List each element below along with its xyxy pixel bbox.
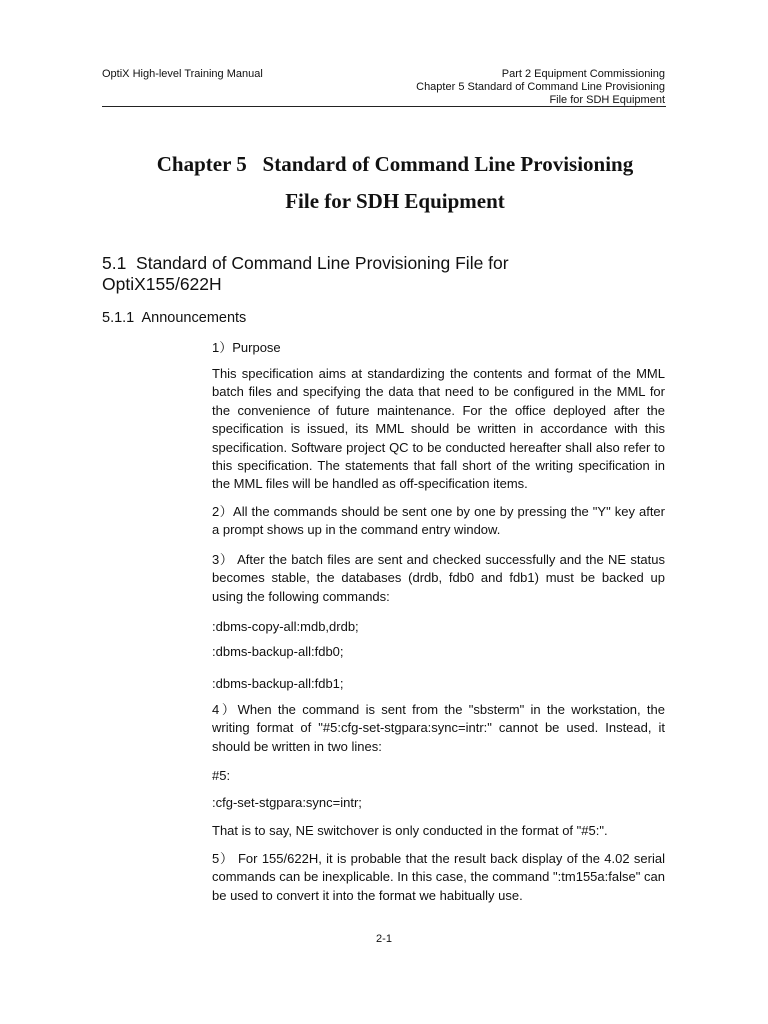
item4-paragraph <box>212 701 665 756</box>
item4-text: 4）When the command is sent from the "sbsterm" in the workstation, the writing format of "#5:cfg-set-stgpara:sync=intr:" cannot be used. Instead, it should be written in two lines: <box>212 702 665 754</box>
subsection-heading: 5.1.1 Announcements <box>102 310 247 326</box>
item2-text: 2）All the commands should be sent one by one by pressing the "Y" key after a prompt shows up in the command entry window. <box>212 504 665 538</box>
item4-note <box>212 822 665 840</box>
section-heading-line1: 5.1 Standard of Command Line Provisioning File for <box>102 253 509 273</box>
header-chapter-info <box>416 68 665 107</box>
header-chapter-label-cont: File for SDH Equipment <box>549 94 665 106</box>
item4-line2 <box>212 794 665 812</box>
purpose-heading: 1）Purpose <box>212 340 281 355</box>
item4-line1 <box>212 767 665 785</box>
command-2 <box>212 643 665 661</box>
item3-text: 3） After the batch files are sent and checked successfully and the NE status becomes stable, the databases (drdb, fdb0 and fdb1) must be backed up using the following commands: <box>212 552 665 604</box>
item5-text: 5） For 155/622H, it is probable that the result back display of the 4.02 serial commands can be inexplicable. In this case, the command ":tm155a:false" can be used to convert it into the format we habitually use. <box>212 851 665 903</box>
item3-paragraph <box>212 551 665 606</box>
command-3 <box>212 675 665 693</box>
purpose-text: This specification aims at standardizing the contents and format of the MML batch files and specifying the data that need to be configured in the MML for the convenience of future maintenance. For the office deployed after the specification is issued, its MML should be written in accordance with this specification. Software project QC to be conducted hereafter shall also refer to this specification. The statements that fall short of the writing specification in the MML files will be handled as off-specification items. <box>212 366 665 492</box>
chapter-title-line1: Chapter 5 Standard of Command Line Provisioning <box>156 152 634 176</box>
item1-paragraph <box>212 365 665 494</box>
item1-heading <box>212 339 665 357</box>
ne-prefix-line: #5: <box>212 768 231 783</box>
section-heading <box>102 253 666 295</box>
command-backup-fdb1: :dbms-backup-all:fdb1; <box>212 676 344 691</box>
item5-paragraph <box>212 850 665 905</box>
command-backup-fdb0: :dbms-backup-all:fdb0; <box>212 644 344 659</box>
header-manual-title: OptiX High-level Training Manual <box>102 68 263 80</box>
header-part-label: Part 2 Equipment Commissioning <box>501 68 665 80</box>
section-heading-line2: OptiX155/622H <box>102 274 222 294</box>
header-divider <box>102 106 666 107</box>
stgpara-command-line: :cfg-set-stgpara:sync=intr; <box>212 795 362 810</box>
chapter-title <box>102 146 688 220</box>
switchover-note: That is to say, NE switchover is only conducted in the format of "#5:". <box>212 823 608 838</box>
chapter-title-line2: File for SDH Equipment <box>285 189 505 213</box>
item2-paragraph <box>212 503 665 540</box>
command-1 <box>212 618 665 636</box>
header-chapter-label: Chapter 5 Standard of Command Line Provisioning <box>416 81 665 93</box>
command-copy-all: :dbms-copy-all:mdb,drdb; <box>212 619 359 634</box>
page-number: 2-1 <box>376 933 392 945</box>
